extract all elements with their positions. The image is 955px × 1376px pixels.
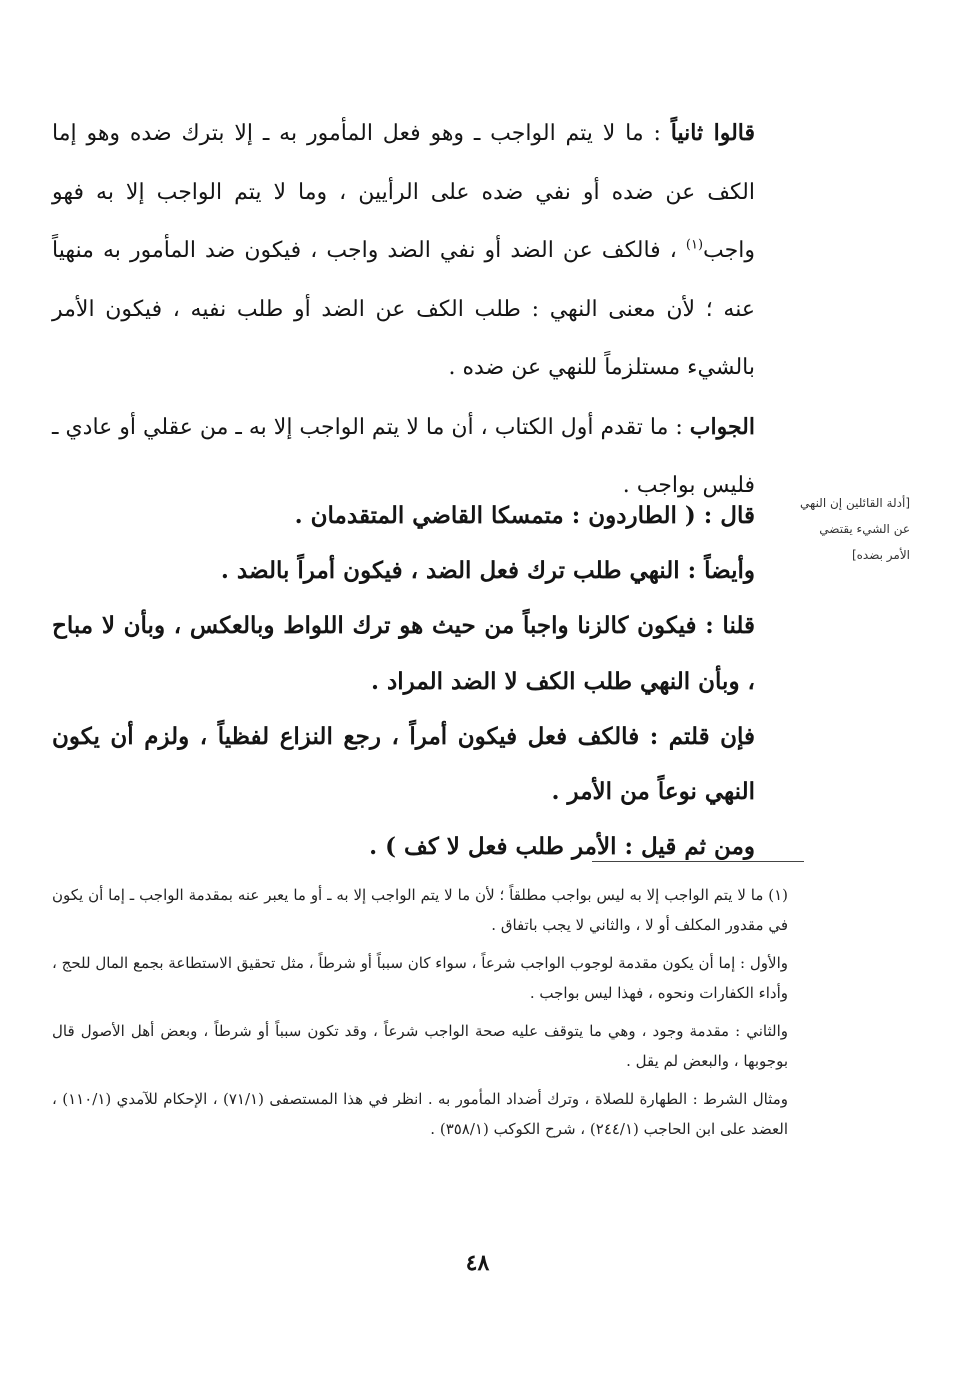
matn-line: ومن ثم قيل : الأمر طلب فعل لا كف ) . — [369, 833, 755, 861]
footnote-divider — [592, 861, 804, 862]
footnote-paragraph: (١) ما لا يتم الواجب إلا به ليس بواجب مطلقاً ؛ لأن ما لا يتم الواجب إلا به ـ أو ما يعبر عنه بمقدمة الواجب ـ إما أن يكون في مقدور المكلف أو لا ، والثاني لا يجب باتفاق . — [52, 886, 788, 934]
paragraph-text: ، فالكف عن الضد أو نفي الضد واجب ، فيكون ضد المأمور به منهياً عنه ؛ لأن معنى النهي : طلب الكف عن الضد أو طلب نفيه ، فيكون الأمر بالشيء مستلزماً للنهي عن ضده . — [52, 238, 755, 380]
paragraph-objection-two — [52, 104, 755, 398]
footnotes — [52, 880, 788, 1152]
paragraph-text: : ما لا يتم الواجب ـ وهو فعل المأمور به ـ إلا بترك ضده وهو إما الكف عن ضده أو نفي ضده على الرأيين ، وما لا يتم الواجب إلا به فهو واجب — [52, 121, 755, 263]
matn-line: وأيضاً : النهي طلب ترك فعل الضد ، فيكون أمراً بالضد . — [220, 557, 755, 585]
paragraph-text: : ما تقدم أول الكتاب ، أن ما لا يتم الواجب إلا به ـ من عقلي أو عادي ـ فليس بواجب . — [52, 414, 755, 498]
main-text — [52, 104, 755, 516]
page-number: ٤٨ — [465, 1250, 490, 1276]
footnote-paragraph: والثاني : مقدمة وجود ، وهي ما يتوقف عليه صحة الواجب شرعاً ، وقد تكون سبباً أو شرطاً ، وبعض أهل الأصول قال بوجوبها ، والبعض لم يقل . — [52, 1022, 788, 1070]
paragraph-label: الجواب — [689, 413, 755, 440]
footnote-paragraph: والأول : إما أن يكون مقدمة لوجوب الواجب شرعاً ، سواء كان سبباً أو شرطاً ، مثل تحقيق الاستطاعة بجمع المال للحج ، وأداء الكفارات ونحوه ، فهذا ليس بواجب . — [52, 954, 788, 1002]
matn-quote — [52, 488, 755, 874]
footnote-reference: (١) — [685, 237, 704, 253]
paragraph-label: قالوا ثانياً — [670, 120, 755, 146]
matn-line: فإن قلتم : فالكف فعل فيكون أمراً ، رجع النزاع لفظياً ، ولزم أن يكون النهي نوعاً من الأمر . — [52, 722, 755, 806]
matn-line: قلنا : فيكون كالزنا واجباً من حيث هو ترك اللواط وبالعكس ، وبأن لا مباح ، وبأن النهي طلب الكف لا الضد المراد . — [52, 612, 755, 695]
footnote-paragraph: ومثال الشرط : الطهارة للصلاة ، وترك أضداد المأمور به . انظر في هذا المستصفى (٧١/١) ، الإحكام للآمدي (١١٠/١) ، العضد على ابن الحاجب (٢٤٤/١) ، شرح الكوكب (٣٥٨/١) . — [52, 1090, 788, 1138]
matn-line: قال : ( الطاردون : متمسكا القاضي المتقدمان . — [294, 502, 755, 529]
margin-heading: [أدلة القائلين إن النهي عن الشيء يقتضي الأمر بضده] — [800, 496, 910, 562]
